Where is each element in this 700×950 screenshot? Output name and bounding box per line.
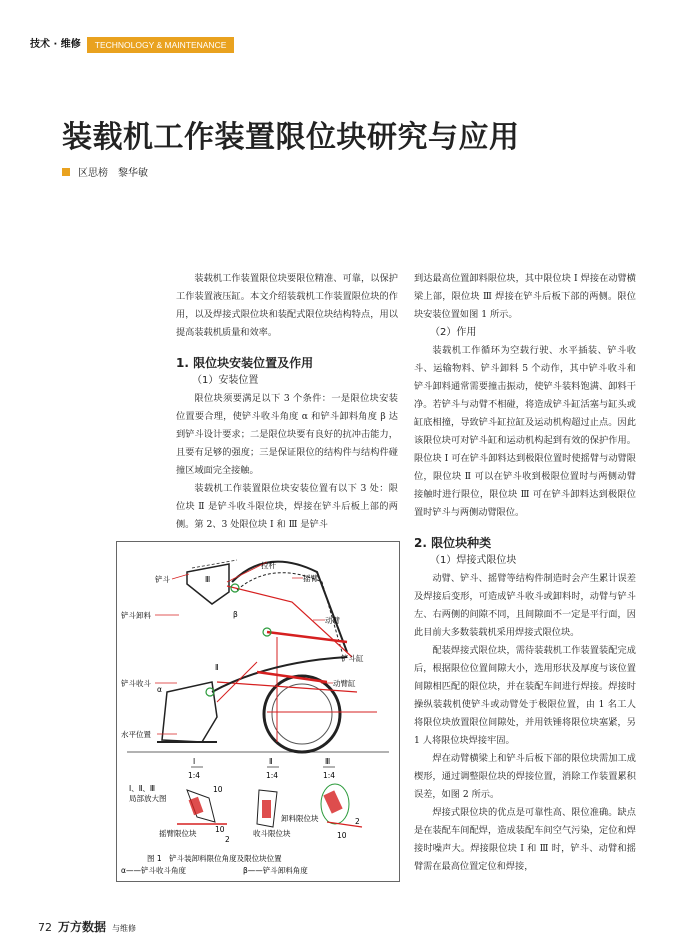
figure-caption: 图 1 铲斗装卸料限位角度及限位块位置 xyxy=(147,854,282,863)
body-paragraph: 动臂、铲斗、摇臂等结构件制造时会产生累计误差及焊接后变形，可造成铲斗收斗或卸料时，动臂与铲斗左、右两侧的间隙不同，且间隙面不一定是平行面，因此目前大多数装载机采用焊接式限位块。 xyxy=(414,573,636,638)
subsection-1-1-heading: （1）安装位置 xyxy=(192,375,259,386)
detail-1-block xyxy=(189,797,204,815)
body-paragraph: 配装焊接式限位块，需待装载机工作装置装配完成后，根据限位位置间隙大小，选用形状及厚度与该位置间隙相匹配的限位块，并在装配车间进行焊接。焊接时操纵装载机使铲斗或动臂处于极限位置，由 1 名工人将限位块放置限位间隙处，并用铁锤将限位块塞紧，另 1 人将限位块焊接牢固。 xyxy=(414,645,636,746)
detail-3-dim2: 10 xyxy=(337,831,347,840)
body-paragraph: 装载机工作装置限位块安装位置有以下 3 处：限位块 Ⅱ 是铲斗收斗限位块，焊接在铲斗后板上部的两侧。第 2、3 处限位块 Ⅰ 和 Ⅲ 是铲斗 xyxy=(176,483,398,530)
label-stop-dump: 卸料限位块 xyxy=(281,814,319,823)
article-title: 装载机工作装置限位块研究与应用 xyxy=(62,120,520,155)
body-paragraph: 限位块须要满足以下 3 个条件：一是限位块安装位置要合理，使铲斗收斗角度 α 和铲斗卸料角度 β 达到铲斗设计要求；二是限位块要有良好的抗冲击能力，且要有足够的强度；三是保证限位的结构件与结构件碰撞区域面完全接触。 xyxy=(176,393,398,476)
section-header xyxy=(0,36,234,54)
body-paragraph: 焊接式限位块的优点是可靠性高、限位准确。缺点是在装配车间配焊，造成装配车间空气污染，定位和焊接时噪声大。焊接限位块 Ⅰ 和 Ⅲ 时，铲斗、动臂和摇臂需在最高位置定位和焊接， xyxy=(414,807,636,872)
label-stop-rocker: 摇臂限位块 xyxy=(159,829,197,838)
detail-roman-3: Ⅲ xyxy=(325,757,331,766)
wheel-outline xyxy=(264,676,340,752)
label-roman-2: Ⅱ xyxy=(215,663,219,672)
subsection-2-1-heading: （1）焊接式限位块 xyxy=(430,555,517,566)
bucket-cylinder-red xyxy=(267,632,347,642)
article-authors xyxy=(62,164,148,179)
subsection-1-2-heading: （2）作用 xyxy=(430,327,477,338)
detail-scale-1: 1:4 xyxy=(188,771,201,780)
detail-caption-roman: Ⅰ、Ⅱ、Ⅲ xyxy=(129,784,156,793)
detail-caption-text: 局部放大图 xyxy=(129,794,167,803)
label-roman-3: Ⅲ xyxy=(205,575,211,584)
wheel-rim xyxy=(272,684,332,744)
label-beta: β xyxy=(233,610,238,619)
detail-roman-2: Ⅱ xyxy=(269,757,273,766)
detail-1-dim2: 10 xyxy=(215,825,225,834)
figure-caption-alpha: α——铲斗收斗角度 xyxy=(121,866,186,875)
label-lever: 拉杆 xyxy=(261,561,276,570)
section-1-heading: 1. 限位块安装位置及作用 xyxy=(176,356,314,370)
label-boom-cylinder: 动臂缸 xyxy=(333,679,356,688)
label-boom: 动臂 xyxy=(325,616,340,625)
body-paragraph: 装载机工作循环为空载行驶、水平插装、铲斗收斗、运输物料、铲斗卸料 5 个动作，其中铲斗收斗和铲斗卸料通常需要撞击振动，使铲斗装料饱满、卸料干净。若铲斗与动臂不相碰，将造成铲斗缸活塞与缸头或缸底相撞，导致铲斗缸拉缸及运动机构超过止点。因此该限位块可对铲斗缸和运动机构起到有效的保护作用。限位块 Ⅰ 可在铲斗卸料达到极限位置时使摇臂与动臂限位，限位块 Ⅱ 可以在铲斗收到极限位置时与两侧动臂接触时进行限位，限位块 Ⅲ 可在铲斗卸料达到极限位置时铲斗与两侧动臂限位。 xyxy=(414,345,636,518)
section-label-en: TECHNOLOGY & MAINTENANCE xyxy=(87,37,235,53)
magazine-subtitle: 与维修 xyxy=(112,924,137,933)
body-paragraph: 到达最高位置卸料限位块，其中限位块 Ⅰ 焊接在动臂横梁上部，限位块 Ⅲ 焊接在铲斗后板下部的两侧。限位块安装位置如图 1 所示。 xyxy=(414,273,636,320)
detail-3-block xyxy=(323,790,342,813)
figure-caption-beta: β——铲斗卸料角度 xyxy=(243,866,308,875)
body-paragraph: 焊在动臂横梁上和铲斗后板下部的限位块需加工成楔形，通过调整限位块的焊接位置，消除工作装置累积误差，如图 2 所示。 xyxy=(414,753,636,800)
label-curl: 铲斗收斗 xyxy=(121,679,151,688)
page-number: 72 xyxy=(38,921,52,934)
page-footer xyxy=(38,918,136,935)
magazine-name: 万方数据 xyxy=(58,920,107,934)
boom-cylinder-red xyxy=(257,672,327,682)
label-dump: 铲斗卸料 xyxy=(121,611,151,620)
detail-1-dim3: 2 xyxy=(225,835,230,844)
loader-diagram xyxy=(117,542,399,881)
label-bucket-cylinder: 铲斗缸 xyxy=(341,654,364,663)
detail-roman-1: Ⅰ xyxy=(193,757,196,766)
label-alpha: α xyxy=(157,685,162,694)
detail-1-dim: 10 xyxy=(213,785,223,794)
boom-raised xyxy=(232,562,347,652)
bullet-square-icon xyxy=(62,168,70,176)
label-level: 水平位置 xyxy=(121,730,151,739)
right-column xyxy=(414,270,636,876)
left-column xyxy=(176,270,398,534)
figure-1 xyxy=(116,541,400,882)
raised-bucket xyxy=(187,564,229,604)
label-bucket: 铲斗 xyxy=(155,575,170,584)
label-stop-curl: 收斗限位块 xyxy=(253,829,291,838)
section-label: 技术 · 维修 xyxy=(0,36,87,54)
detail-scale-2: 1:4 xyxy=(266,771,279,780)
label-rocker: 摇臂 xyxy=(303,574,318,583)
detail-2-block xyxy=(262,800,271,818)
lowered-bucket xyxy=(162,682,217,742)
abstract-paragraph: 装载机工作装置限位块要限位精准、可靠，以保护工作装置液压缸。本文介绍装载机工作装置限位块的作用，以及焊接式限位块和装配式限位块结构特点，用以提高装载机质量和效率。 xyxy=(176,273,398,338)
section-2-heading: 2. 限位块种类 xyxy=(414,536,492,550)
detail-scale-3: 1:4 xyxy=(323,771,336,780)
detail-3-dim: 2 xyxy=(355,817,360,826)
authors-text: 区思榜 黎华敏 xyxy=(78,168,148,179)
